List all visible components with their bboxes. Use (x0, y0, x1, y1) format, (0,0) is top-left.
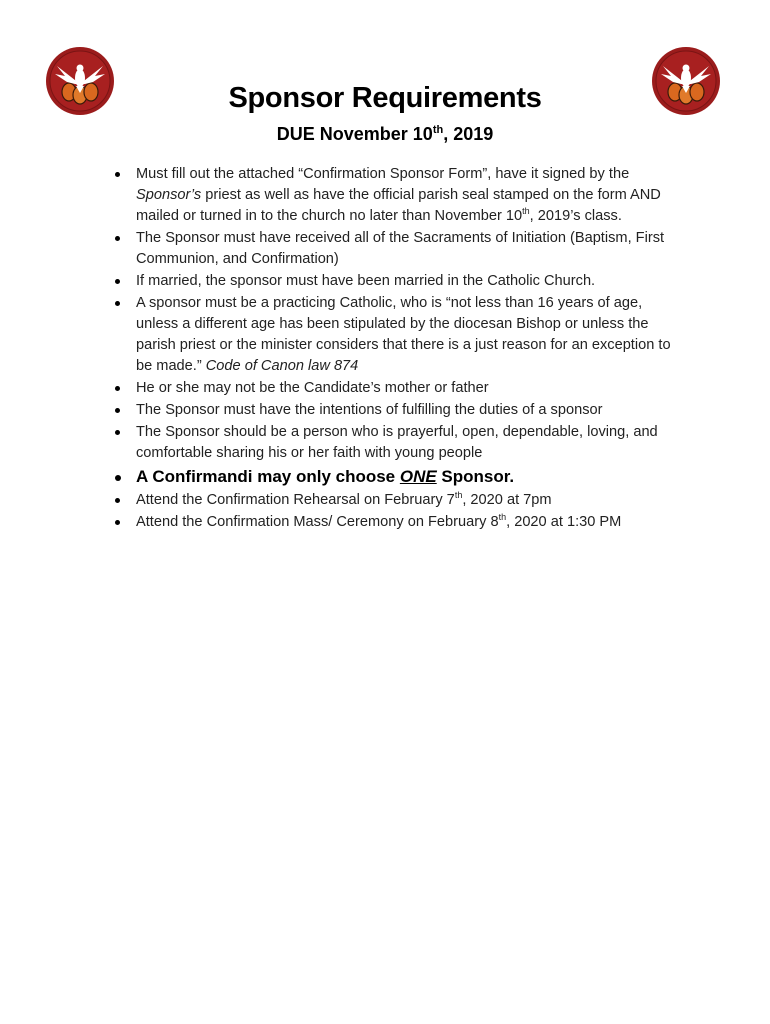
page-title: Sponsor Requirements (228, 82, 542, 114)
due-date-sup: th (432, 124, 444, 136)
one-emphasis: ONE (399, 467, 437, 486)
requirements-list (136, 164, 681, 534)
canon-law-citation: Code of Canon law 874 (205, 358, 359, 374)
list-item-ceremony: Attend the Confirmation Mass/ Ceremony on February 8th, 2020 at 1:30 PM (136, 512, 681, 533)
list-item-one-sponsor: A Confirmandi may only choose ONE Sponsor. (136, 465, 681, 489)
list-item-married: If married, the sponsor must have been married in the Catholic Church. (136, 271, 681, 292)
list-item-intentions: The Sponsor must have the intentions of fulfilling the duties of a sponsor (136, 400, 681, 421)
list-item-prayerful: The Sponsor should be a person who is prayerful, open, dependable, loving, and comfortable sharing his or her faith with young people (136, 422, 681, 464)
list-item-sacraments: The Sponsor must have received all of the Sacraments of Initiation (Baptism, First Communion, and Confirmation) (136, 228, 681, 270)
due-date-subtitle (0, 124, 770, 145)
due-date-main: DUE November 10 (276, 124, 433, 144)
list-item-form: Must fill out the attached “Confirmation Sponsor Form”, have it signed by the Sponsor’s priest as well as have the official parish seal stamped on the form AND mailed or turned in to the church no later than November 10th, 2019’s class. (136, 164, 681, 227)
list-item-rehearsal: Attend the Confirmation Rehearsal on February 7th, 2020 at 7pm (136, 490, 681, 511)
list-item-parent: He or she may not be the Candidate’s mother or father (136, 378, 681, 399)
due-date-end: , 2019 (443, 124, 494, 144)
list-item-practicing: A sponsor must be a practicing Catholic, who is “not less than 16 years of age, unless a different age has been stipulated by the diocesan Bishop or unless the parish priest or the minister considers that there is a just reason for an exception to be made.” Code of Canon law 874 (136, 293, 681, 377)
